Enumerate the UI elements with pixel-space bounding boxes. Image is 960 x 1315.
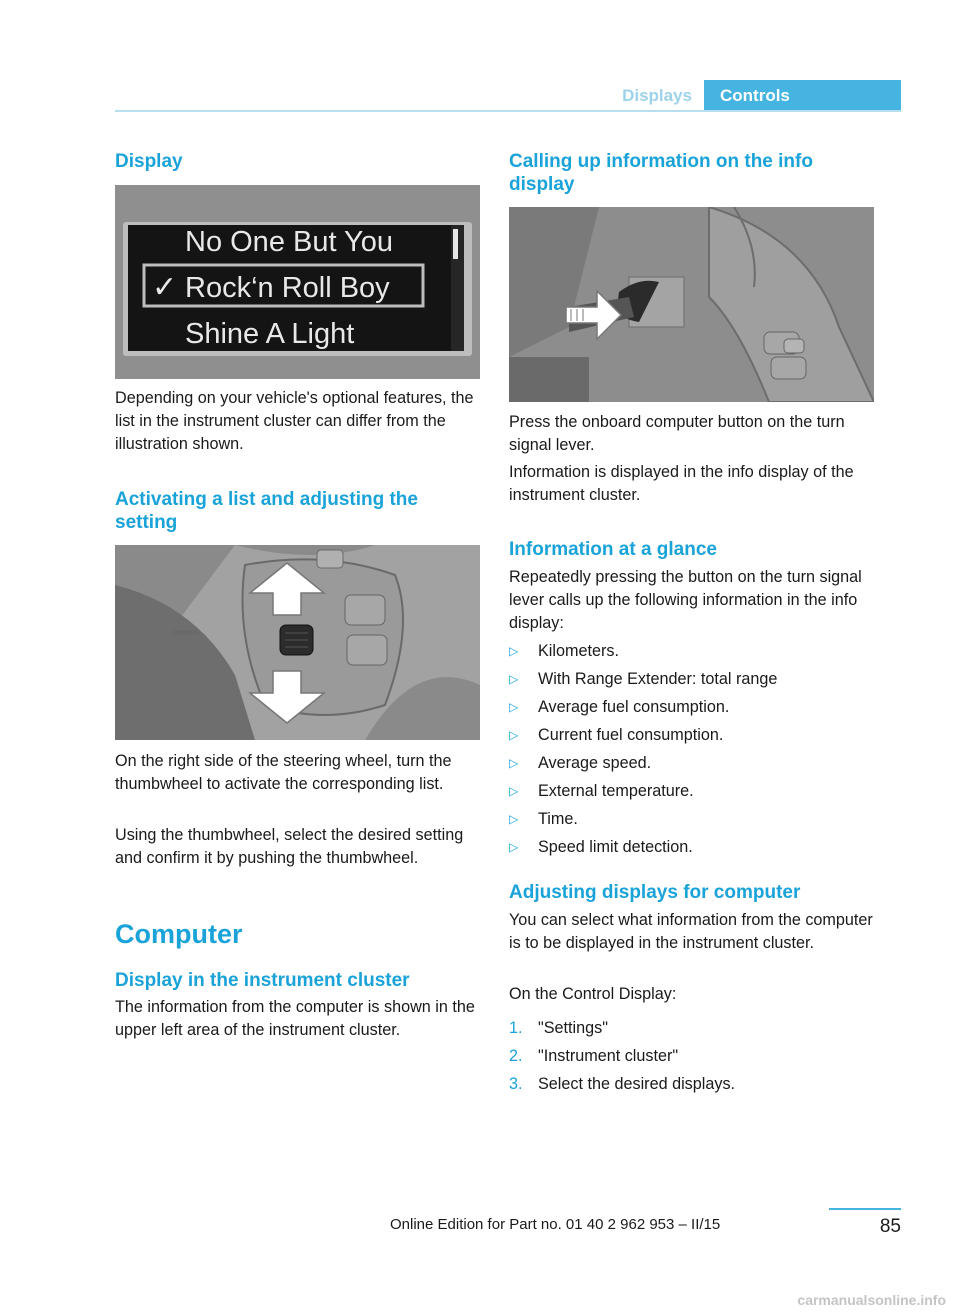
bullet-triangle-icon: ▷ [509,644,519,658]
bullet-triangle-icon: ▷ [509,756,519,770]
header-section-label: Displays [622,86,692,105]
activating-heading: Activating a list and adjusting the setting [115,489,418,533]
computer-heading: Computer [115,919,243,949]
step-item [509,1016,877,1044]
glance-item-text: Average speed. [538,754,652,772]
glance-text: Repeatedly pressing the button on the turn signal lever calls up the following information in the info display: [509,568,862,632]
step-text: "Instrument cluster" [538,1047,679,1065]
display-list-illustration [115,185,480,379]
display-list-item-3: Shine A Light [185,318,355,350]
adjust-heading: Adjusting displays for computer [509,882,801,903]
bullet-triangle-icon: ▷ [509,672,519,686]
glance-item [509,751,877,779]
glance-item [509,667,877,695]
glance-item [509,639,877,667]
glance-item-text: With Range Extender: total range [538,670,778,688]
bullet-triangle-icon: ▷ [509,784,519,798]
bullet-triangle-icon: ▷ [509,728,519,742]
press-text: Press the onboard computer button on the turn signal lever. [509,413,845,454]
page-number: 85 [879,1216,901,1237]
step-text: "Settings" [538,1019,608,1037]
step-number: 2. [509,1047,523,1065]
glance-item-text: Current fuel consumption. [538,726,724,744]
step-number: 1. [509,1019,523,1037]
cluster-heading: Display in the instrument cluster [115,970,410,991]
control-display-text: On the Control Display: [509,985,677,1003]
cluster-text: The information from the computer is shown in the upper left area of the instrument cluster. [115,998,475,1039]
bullet-triangle-icon: ▷ [509,700,519,714]
display-list-figure [115,185,480,379]
info-text: Information is displayed in the info display of the instrument cluster. [509,463,854,504]
adjust-text: You can select what information from the computer is to be displayed in the instrument cluster. [509,911,873,952]
glance-item [509,779,877,807]
glance-item-text: Time. [538,810,578,828]
step-number: 3. [509,1075,523,1093]
display-heading: Display [115,151,183,172]
glance-item-text: Average fuel consumption. [538,698,730,716]
steering-wheel-figure [115,545,480,740]
footer-divider [829,1208,901,1210]
turn-signal-illustration [509,207,874,402]
footer-edition: Online Edition for Part no. 01 40 2 962 953 – II/15 [390,1216,721,1233]
glance-item [509,807,877,835]
display-list-item-1: No One But You [185,226,393,258]
steering-text-1: On the right side of the steering wheel, turn the thumbwheel to activate the corresponding list. [115,752,452,793]
glance-item [509,835,877,863]
calling-heading: Calling up information on the info display [509,151,813,195]
steps-list [509,1016,877,1100]
header-divider [115,110,901,112]
step-item [509,1044,877,1072]
glance-item [509,723,877,751]
step-text: Select the desired displays. [538,1075,736,1093]
turn-signal-figure [509,207,874,402]
bullet-triangle-icon: ▷ [509,812,519,826]
steering-text-2: Using the thumbwheel, select the desired setting and confirm it by pushing the thumbwheel. [115,826,464,867]
glance-heading: Information at a glance [509,539,717,560]
check-icon: ✓ [152,270,178,305]
glance-item-text: Speed limit detection. [538,838,693,856]
header-chapter-tab: Controls [704,80,901,111]
glance-item-text: Kilometers. [538,642,619,660]
display-list-item-2: Rock‘n Roll Boy [185,272,390,304]
glance-item [509,695,877,723]
step-item [509,1072,877,1100]
bullet-triangle-icon: ▷ [509,840,519,854]
steering-wheel-illustration [115,545,480,740]
watermark: carmanualsonline.info [797,1292,946,1308]
display-text: Depending on your vehicle's optional features, the list in the instrument cluster can differ from the illustration shown. [115,389,474,453]
glance-item-text: External temperature. [538,782,694,800]
glance-list [509,639,877,863]
